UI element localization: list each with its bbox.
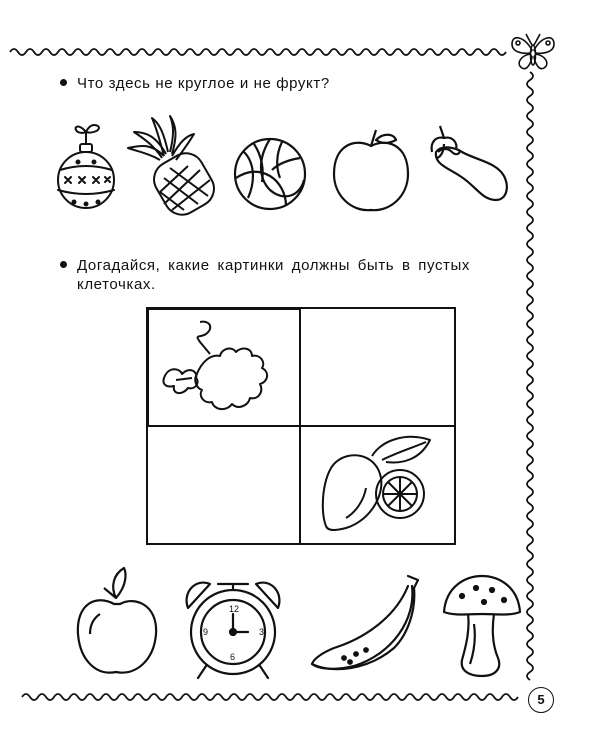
mushroom-icon <box>440 572 524 682</box>
svg-text:6: 6 <box>230 652 236 662</box>
apple-with-leaf-icon <box>72 564 162 682</box>
question-2 <box>60 256 480 294</box>
alarm-clock-icon <box>178 572 288 684</box>
page-number: 5 <box>528 687 554 713</box>
grid-cell-empty-top-right[interactable] <box>301 309 454 427</box>
question-2-line-1: Догадайся, какие картинки должны быть в пустых <box>77 257 471 274</box>
butterfly-icon <box>508 30 558 76</box>
christmas-ornament-icon <box>48 118 128 218</box>
svg-text:3: 3 <box>259 627 265 637</box>
question-1-text: Что здесь не круглое и не фрукт? <box>77 75 330 92</box>
pineapple-icon <box>120 112 220 216</box>
grid-cell-empty-bottom-left[interactable] <box>148 427 301 543</box>
apple-icon <box>326 126 416 216</box>
banana-icon <box>304 570 428 680</box>
question-2-line-2: клеточках. <box>77 276 156 293</box>
lemon-icon <box>316 432 436 536</box>
question-1 <box>60 74 330 93</box>
bullet <box>60 79 67 86</box>
svg-text:12: 12 <box>229 604 240 614</box>
eggplant-icon <box>426 122 512 212</box>
svg-text:9: 9 <box>203 627 209 637</box>
bullet <box>60 261 67 268</box>
grapes-icon <box>160 316 280 416</box>
volleyball-icon <box>230 134 310 214</box>
